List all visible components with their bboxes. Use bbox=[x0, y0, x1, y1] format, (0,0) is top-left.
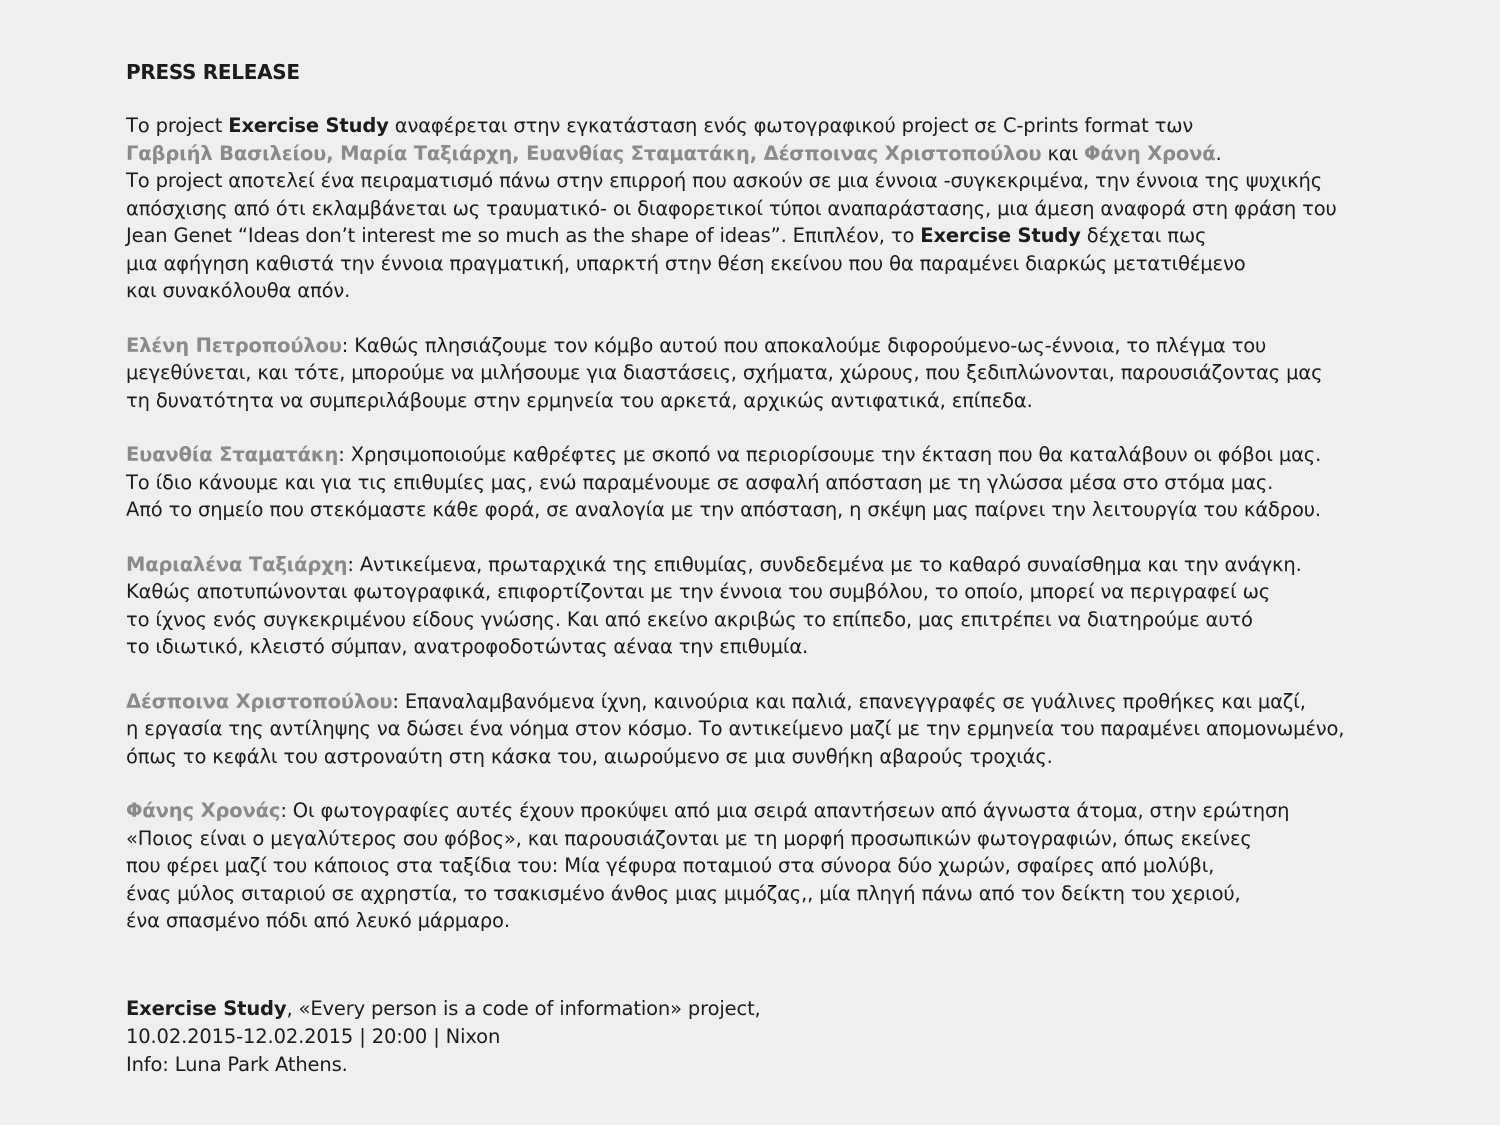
artist-name: Φάνης Χρονάς bbox=[126, 799, 281, 822]
page-title: PRESS RELEASE bbox=[126, 60, 300, 84]
intro-line-3: Το project αποτελεί ένα πειραματισμό πάνω στην επιρροή που ασκούν σε μια έννοια -συγκεκριμένα, την έννοια της ψυχικής bbox=[126, 169, 1323, 192]
event-title-line: Exercise Study, «Every person is a code of information» project, bbox=[126, 997, 761, 1020]
intro-line-1: Το project Exercise Study αναφέρεται στην εγκατάσταση ενός φωτογραφικού project σε C-prints format των bbox=[126, 114, 1194, 137]
artist-name-last: Φάνη Χρονά bbox=[1084, 141, 1216, 165]
intro-paragraph bbox=[126, 112, 1426, 305]
event-venue: Info: Luna Park Athens. bbox=[126, 1053, 348, 1076]
intro-line-5: Jean Genet “Ideas don’t interest me so much as the shape of ideas”. Επιπλέον, το Exercise Study δέχεται πως bbox=[126, 224, 1207, 247]
project-name: Exercise Study bbox=[228, 114, 389, 137]
press-release-document bbox=[126, 58, 1426, 962]
artist-name: Ευανθία Σταματάκη bbox=[126, 443, 339, 466]
intro-line-7: και συνακόλουθα απόν. bbox=[126, 279, 351, 302]
artist-statement-1: Ελένη Πετροπούλου: Καθώς πλησιάζουμε τον κόμβο αυτού που αποκαλούμε διφορούμενο-ως-έννοια, το πλέγμα του μεγεθύνεται, και τότε, μπορούμε να μιλήσουμε για διαστάσεις, σχήματα, χώρους, που ξεδιπλώνονται, παρουσιάζοντας μας τη δυνατότητα να συμπεριλάβουμε στην ερμηνεία του αρκετά, αρχικώς αντιφατικά, επίπεδα. bbox=[126, 333, 1323, 412]
artist-name: Δέσποινα Χριστοπούλου bbox=[126, 689, 393, 713]
event-title: Exercise Study bbox=[126, 997, 287, 1020]
artist-name: Ελένη Πετροπούλου bbox=[126, 333, 342, 357]
artist-statement-5: Φάνης Χρονάς: Οι φωτογραφίες αυτές έχουν προκύψει από μια σειρά απαντήσεων από άγνωστα άτομα, στην ερώτηση «Ποιος είναι ο μεγαλύτερος σου φόβος», και παρουσιάζονται με τη μορφή προσωπικών φωτογραφιών, όπως εκείνες που φέρει μαζί του κάποιος στα ταξίδια του: Μία γέφυρα ποταμιού στα σύνορα δύο χωρών, σφαίρες από μολύβι, ένας μύλος σιταριού σε αχρηστία, το τσακισμένο άνθος μιας μιμόζας,, μία πληγή πάνω από τον δείκτη του χεριού, ένα σπασμένο πόδι από λευκό μάρμαρο. bbox=[126, 799, 1290, 932]
artist-name: Μαριαλένα Ταξιάρχη bbox=[126, 552, 348, 576]
artist-statement-4: Δέσποινα Χριστοπούλου: Επαναλαμβανόμενα ίχνη, καινούρια και παλιά, επανεγγραφές σε γυάλινες προθήκες και μαζί, η εργασία της αντίληψης να δώσει ένα νόημα στον κόσμο. Το αντικείμενο μαζί με την ερμηνεία του παραμένει απομονωμένο, όπως το κεφάλι του αστροναύτη στη κάσκα του, αιωρούμενο σε μια συνθήκη αβαρούς τροχιάς. bbox=[126, 689, 1345, 768]
project-name: Exercise Study bbox=[920, 224, 1081, 247]
artist-statement-2: Ευανθία Σταματάκη: Χρησιμοποιούμε καθρέφτες με σκοπό να περιορίσουμε την έκταση που θα καταλάβουν οι φόβοι μας. Το ίδιο κάνουμε και για τις επιθυμίες μας, ενώ παραμένουμε σε ασφαλή απόσταση με τη γλώσσα μέσα στο στόμα μας. Από το σημείο που στεκόμαστε κάθε φορά, σε αναλογία με την απόσταση, η σκέψη μας παίρνει την λειτουργία του κάδρου. bbox=[126, 443, 1322, 521]
intro-line-2: Γαβριήλ Βασιλείου, Μαρία Ταξιάρχη, Ευανθίας Σταματάκη, Δέσποινας Χριστοπούλου και Φάνη Χρονά. bbox=[126, 141, 1222, 165]
event-info-footer bbox=[126, 995, 761, 1079]
artist-names: Γαβριήλ Βασιλείου, Μαρία Ταξιάρχη, Ευανθίας Σταματάκη, Δέσποινας Χριστοπούλου bbox=[126, 141, 1042, 165]
artist-statement-3: Μαριαλένα Ταξιάρχη: Αντικείμενα, πρωταρχικά της επιθυμίας, συνδεδεμένα με το καθαρό συναίσθημα και την ανάγκη. Καθώς αποτυπώνονται φωτογραφικά, επιφορτίζονται με την έννοια του συμβόλου, το οποίο, μπορεί να περιγραφεί ως το ίχνος ενός συγκεκριμένου είδους γνώσης. Και από εκείνο ακριβώς το επίπεδο, μας επιτρέπει να διατηρούμε αυτό το ιδιωτικό, κλειστό σύμπαν, ανατροφοδοτώντας αέναα την επιθυμία. bbox=[126, 552, 1302, 658]
event-dates: 10.02.2015-12.02.2015 | 20:00 | Nixon bbox=[126, 1025, 501, 1048]
intro-line-6: μια αφήγηση καθιστά την έννοια πραγματική, υπαρκτή στην θέση εκείνου που θα παραμένει διαρκώς μετατιθέμενο bbox=[126, 251, 1246, 275]
intro-line-4: απόσχισης από ότι εκλαμβάνεται ως τραυματικό- οι διαφορετικοί τύποι αναπαράστασης, μια άμεση αναφορά στη φράση του bbox=[126, 196, 1337, 220]
